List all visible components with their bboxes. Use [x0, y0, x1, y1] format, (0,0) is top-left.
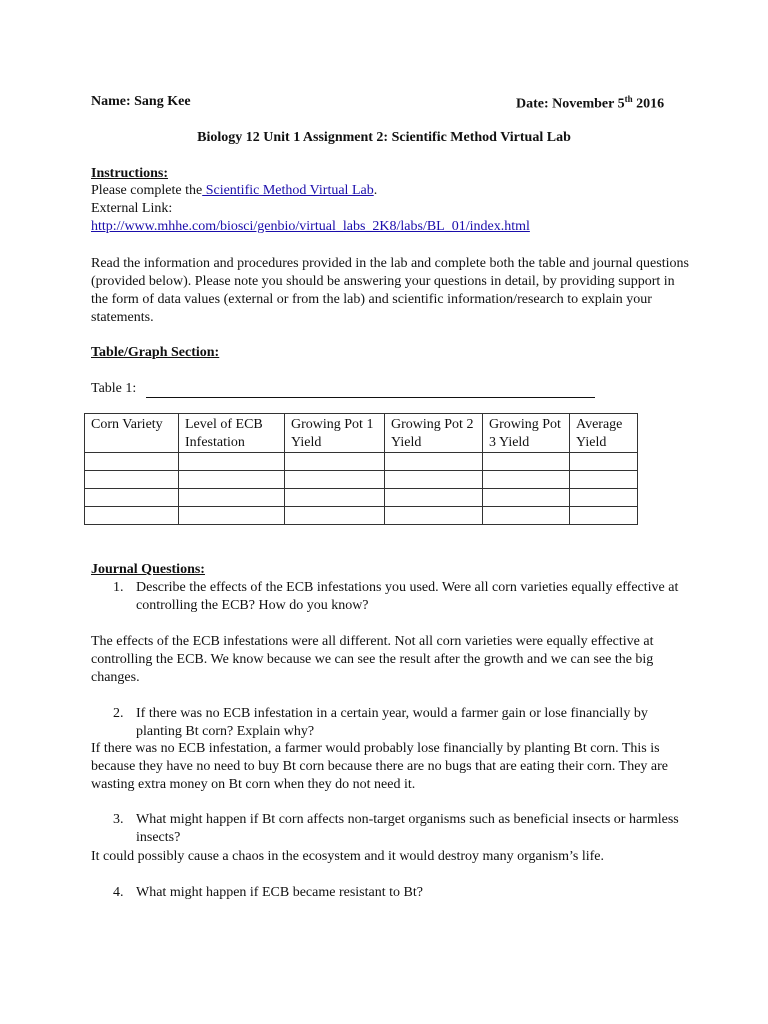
question-number: 3. [113, 812, 124, 827]
external-url-link[interactable]: http://www.mhhe.com/biosci/genbio/virtual_labs_2K8/labs/BL_01/index.html [91, 219, 530, 234]
table-row [85, 507, 638, 525]
table-label: Table 1: [91, 381, 137, 396]
date-field [516, 94, 664, 113]
data-table [84, 413, 638, 525]
table-row [85, 453, 638, 471]
table-cell[interactable] [179, 471, 285, 489]
table-cell[interactable] [570, 507, 638, 525]
question-text: Describe the effects of the ECB infestations you used. Were all corn varieties equally effective at controlling the ECB? How do you know? [136, 580, 679, 613]
table-cell[interactable] [570, 471, 638, 489]
table-cell[interactable] [385, 507, 483, 525]
table-cell[interactable] [179, 489, 285, 507]
table-cell[interactable] [85, 507, 179, 525]
table-cell[interactable] [483, 507, 570, 525]
table-cell[interactable] [285, 489, 385, 507]
question-number: 4. [113, 885, 124, 900]
table-cell[interactable] [179, 453, 285, 471]
instructions-heading: Instructions: [91, 166, 169, 181]
column-header: Average Yield [570, 414, 638, 453]
table-cell[interactable] [85, 489, 179, 507]
journal-heading: Journal Questions: [91, 562, 205, 577]
table-section-heading: Table/Graph Section: [91, 345, 220, 360]
table-cell[interactable] [285, 507, 385, 525]
column-header: Growing Pot 3 Yield [483, 414, 570, 453]
answer-2: If there was no ECB infestation, a farmer would probably lose financially by planting Bt corn. This is because they have no need to buy Bt corn because there are no bugs that are eating their corn. They are wasting extra money on Bt corn when they do not need it. [91, 741, 669, 792]
table-cell[interactable] [85, 453, 179, 471]
column-header: Growing Pot 1 Yield [285, 414, 385, 453]
table-cell[interactable] [385, 471, 483, 489]
instructions-prefix: Please complete the [91, 183, 203, 198]
instructions-line [91, 183, 377, 199]
table-cell[interactable] [483, 489, 570, 507]
external-link-label: External Link: [91, 201, 173, 216]
table-cell[interactable] [570, 489, 638, 507]
question-number: 1. [113, 580, 124, 595]
table-cell[interactable] [483, 453, 570, 471]
question-text: What might happen if ECB became resistant to Bt? [136, 885, 423, 900]
table-header-row [85, 414, 638, 453]
instructions-suffix: . [373, 183, 378, 198]
column-header: Growing Pot 2 Yield [385, 414, 483, 453]
column-header: Corn Variety [85, 414, 179, 453]
table-cell[interactable] [385, 453, 483, 471]
student-name: Name: Sang Kee [91, 94, 191, 109]
table-row [85, 471, 638, 489]
table-cell[interactable] [385, 489, 483, 507]
table-cell[interactable] [285, 471, 385, 489]
table-cell[interactable] [285, 453, 385, 471]
table-cell[interactable] [85, 471, 179, 489]
table-cell[interactable] [570, 453, 638, 471]
answer-3: It could possibly cause a chaos in the ecosystem and it would destroy many organism’s life. [91, 849, 604, 864]
question-text: If there was no ECB infestation in a certain year, would a farmer gain or lose financially by planting Bt corn? Explain why? [136, 706, 648, 739]
table-title-line [146, 397, 595, 398]
column-header: Level of ECB Infestation [179, 414, 285, 453]
question-text: What might happen if Bt corn affects non-target organisms such as beneficial insects or harmless insects? [136, 812, 679, 845]
page-title: Biology 12 Unit 1 Assignment 2: Scientific Method Virtual Lab [197, 130, 571, 145]
table-cell[interactable] [179, 507, 285, 525]
answer-1: The effects of the ECB infestations were all different. Not all corn varieties were equally effective at controlling the ECB. We know because we can see the result after the growth and we can see the big changes. [91, 634, 654, 685]
instructions-paragraph: Read the information and procedures provided in the lab and complete both the table and journal questions (provided below). Please note you should be answering your questions in detail, by providing support in the form of data values (external or from the lab) and scientific information/research to explain your statements. [91, 256, 689, 325]
date-year: 2016 [632, 96, 665, 112]
table-cell[interactable] [483, 471, 570, 489]
date-label: Date: November 5 [516, 96, 625, 112]
question-number: 2. [113, 706, 124, 721]
virtual-lab-link[interactable]: Scientific Method Virtual Lab [202, 183, 374, 198]
date-superscript: th [624, 94, 633, 104]
table-row [85, 489, 638, 507]
